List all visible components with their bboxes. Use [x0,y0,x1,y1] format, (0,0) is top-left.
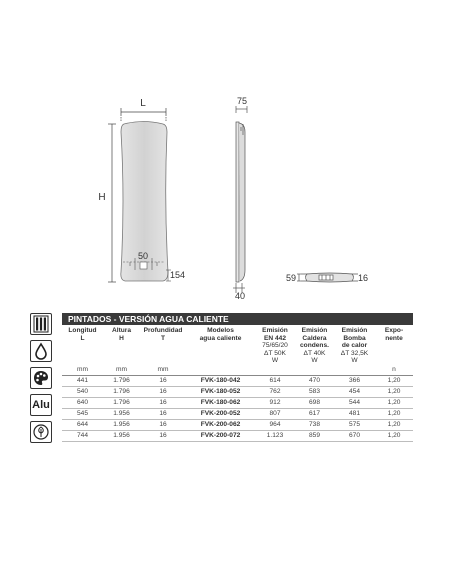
unit-cell: mm [103,365,140,376]
table-cell: 964 [255,419,295,430]
palette-icon [30,367,52,389]
width-dimension [121,108,166,122]
dim-154: 154 [170,270,186,280]
table-cell: 617 [295,408,334,419]
table-cell: 1,20 [375,386,413,397]
unit-cell [255,365,295,376]
table-cell: 644 [62,419,103,430]
table-cell: 575 [334,419,375,430]
dim-59: 59 [286,273,297,283]
table-cell: 1.956 [103,430,140,441]
tree-recycle-icon [30,421,52,443]
unit-cell [186,365,255,376]
header-sub-line: W [351,357,358,365]
table-cell: 16 [140,375,186,386]
unit-cell [295,365,334,376]
header-line: Bomba [343,334,366,342]
table-cell: 698 [295,397,334,408]
table-cell: 583 [295,386,334,397]
header-line: Expo- [384,327,404,334]
table-cell: 614 [255,375,295,386]
header-sub-line: 75/65/20 [262,342,288,350]
table-cell: 807 [255,408,295,419]
unit-cell: mm [62,365,103,376]
table-header-cell [334,326,375,365]
unit-cell: mm [140,365,186,376]
table-cell: 441 [62,375,103,386]
model-cell: FVK-180-062 [186,397,255,408]
table-row [62,430,413,441]
table-cell: 912 [255,397,295,408]
header-line: condens. [300,342,329,350]
header-line: T [160,334,166,342]
table-cell: 16 [140,419,186,430]
table-cell: 16 [140,408,186,419]
table-cell: 545 [62,408,103,419]
header-line: EN 442 [264,334,286,342]
table-row [62,375,413,386]
table-cell: 1.796 [103,397,140,408]
model-cell: FVK-200-052 [186,408,255,419]
table-cell: 670 [334,430,375,441]
plan-view [297,273,358,282]
header-line: de calor [341,342,368,350]
radiator-icon [30,313,52,335]
table-cell: 738 [295,419,334,430]
header-line: Emisión [341,327,368,334]
table-header-cell [186,326,255,365]
table-cell: 1,20 [375,397,413,408]
unit-cell [334,365,375,376]
table-cell: 454 [334,386,375,397]
model-cell: FVK-200-062 [186,419,255,430]
table-cell: 1,20 [375,430,413,441]
table-cell: 1,20 [375,419,413,430]
table-cell: 470 [295,375,334,386]
table-cell: 1.796 [103,375,140,386]
side-view [233,106,247,293]
table-row [62,408,413,419]
table-header-row [62,326,413,365]
table-cell: 16 [140,397,186,408]
table-cell: 744 [62,430,103,441]
feature-icons [30,313,56,448]
dim-16: 16 [358,273,369,283]
table-cell: 366 [334,375,375,386]
table-row [62,419,413,430]
header-line: Altura [111,327,132,334]
table-cell: 481 [334,408,375,419]
table-cell: 859 [295,430,334,441]
height-dimension [108,124,116,282]
header-sub-line: ΔT 50K [264,349,286,357]
dim-40: 40 [234,291,246,301]
header-line: H [119,334,124,342]
table-header-cell [295,326,334,365]
table-title: PINTADOS - VERSIÓN AGUA CALIENTE [62,313,413,325]
model-cell: FVK-200-072 [186,430,255,441]
water-drop-icon [30,340,52,362]
table-header-cell [375,326,413,365]
alu-icon-text: Alu [32,399,50,411]
dim-75: 75 [236,96,248,106]
table-cell: 1.123 [255,430,295,441]
table-header-cell [62,326,103,365]
table-cell: 1.796 [103,386,140,397]
table-header-cell [255,326,295,365]
table-cell: 762 [255,386,295,397]
table-header-cell [103,326,140,365]
header-sub-line: W [311,357,318,365]
table-row [62,386,413,397]
header-line: Emisión [301,327,328,334]
header-sub-line: ΔT 32,5K [340,349,369,357]
header-line: Modelos [207,327,234,334]
dim-L: L [140,98,146,109]
table-cell: 16 [140,386,186,397]
table-cell: 1,20 [375,375,413,386]
header-line: Emisión [262,327,288,334]
table-header-cell [140,326,186,365]
header-sub-line: ΔT 40K [303,349,326,357]
header-line: Caldera [302,334,327,342]
table-row [62,397,413,408]
dim-H: H [98,192,106,203]
model-cell: FVK-180-052 [186,386,255,397]
spec-table [62,326,413,442]
model-cell: FVK-180-042 [186,375,255,386]
header-line: L [80,334,85,342]
alu-icon [30,394,52,416]
table-cell: 16 [140,430,186,441]
header-sub-line: W [271,357,279,365]
header-line: nente [385,334,403,342]
table-cell: 1,20 [375,408,413,419]
header-line: Longitud [68,327,97,334]
dim-50: 50 [137,251,149,261]
units-row [62,365,413,376]
table-cell: 1.956 [103,408,140,419]
unit-cell: n [375,365,413,376]
header-line: Profundidad [143,327,183,334]
table-cell: 544 [334,397,375,408]
table-cell: 540 [62,386,103,397]
table-cell: 640 [62,397,103,408]
table-cell: 1.956 [103,419,140,430]
header-line: agua caliente [199,334,242,342]
